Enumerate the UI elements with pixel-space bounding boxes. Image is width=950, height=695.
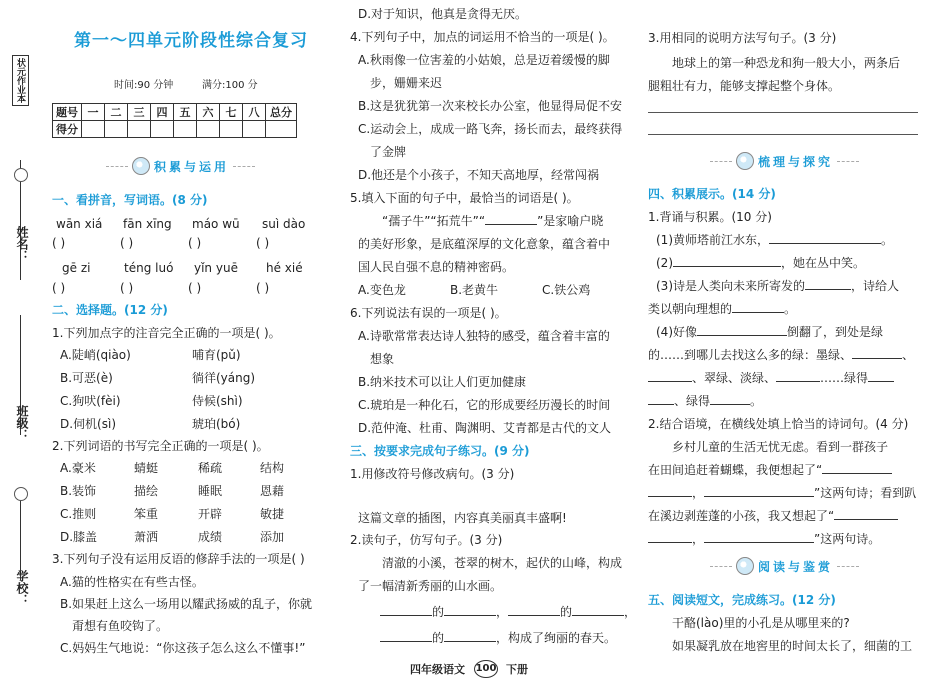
option: B.如果赶上这么一场用以耀武扬威的乱子，你就 bbox=[60, 597, 313, 611]
name-label: 姓名： bbox=[15, 226, 29, 262]
question-text: 2.下列词语的书写完全正确的一项是( )。 bbox=[52, 439, 269, 453]
fill-line: (1)黄师塔前江水东， 。 bbox=[656, 233, 894, 247]
fill-blank[interactable] bbox=[508, 604, 560, 616]
passage-text: (2) bbox=[656, 256, 673, 270]
school-line bbox=[20, 490, 21, 580]
sun-icon bbox=[736, 152, 754, 170]
badge-label: 阅读与鉴赏 bbox=[758, 559, 834, 574]
option: 睡眠 bbox=[198, 484, 223, 498]
option: 稀疏 bbox=[198, 461, 223, 475]
option: C.推则 bbox=[60, 507, 97, 521]
passage-text: 类以朝向理想的 bbox=[648, 302, 733, 316]
passage-text: 、绿得 bbox=[674, 394, 711, 408]
binding-strip bbox=[0, 0, 36, 695]
option: B.这是犹犹第一次来校长办公室，他显得局促不安 bbox=[358, 99, 623, 113]
passage-text: (3)诗是人类向未来所寄发的 bbox=[656, 279, 805, 293]
question-text: 4.下列句子中，加点的词运用不恰当的一项是( )。 bbox=[350, 30, 615, 44]
pinyin: fān xīng bbox=[123, 217, 172, 231]
answer-box[interactable]: ( ) bbox=[188, 281, 202, 295]
question-text: 3.用相同的说明方法写句子。(3 分) bbox=[648, 31, 837, 45]
passage-text: (4)好像 bbox=[656, 325, 697, 339]
passage-text: 乡村儿童的生活无忧无虑。看到一群孩子 bbox=[672, 440, 889, 454]
fill-line: 的 ， 的 ， bbox=[380, 604, 636, 620]
score-table-header-row bbox=[53, 104, 297, 121]
passage-text: ，她在丛中笑。 bbox=[781, 256, 866, 270]
option: A.变色龙 bbox=[358, 283, 406, 297]
option: 想象 bbox=[370, 352, 395, 366]
question-text: 1.下列加点字的注音完全正确的一项是( )。 bbox=[52, 326, 281, 340]
option: 开辟 bbox=[198, 507, 223, 521]
fill-line bbox=[656, 278, 899, 294]
fill-blank[interactable] bbox=[444, 604, 496, 616]
fill-line bbox=[656, 324, 883, 340]
badge-label: 梳理与探究 bbox=[758, 154, 834, 169]
passage-text: 的 bbox=[432, 605, 445, 619]
fill-blank[interactable] bbox=[572, 604, 624, 616]
passage-text: 如果凝乳放在地窖里的时间太长了，细菌的工 bbox=[672, 639, 913, 653]
answer-line[interactable] bbox=[648, 112, 918, 113]
question-text: 2.结合语境，在横线处填上恰当的诗词句。(4 分) bbox=[648, 417, 909, 431]
option: 了金牌 bbox=[370, 145, 407, 159]
fill-line: 、绿得 。 bbox=[648, 393, 762, 409]
pinyin: téng luó bbox=[124, 261, 174, 275]
fill-line: ， ”这两句诗。 bbox=[648, 531, 880, 547]
passage-text: ……绿得 bbox=[820, 371, 869, 385]
option: B.可恶(è) bbox=[60, 371, 113, 385]
score-cell: 五 bbox=[174, 104, 197, 121]
score-cell: 七 bbox=[220, 104, 243, 121]
fill-blank[interactable] bbox=[648, 370, 692, 382]
badge-accumulate bbox=[132, 157, 229, 175]
section-5-heading: 五、阅读短文，完成练习。(12 分) bbox=[648, 593, 836, 607]
option: 恩藉 bbox=[260, 484, 285, 498]
fill-blank[interactable] bbox=[704, 485, 814, 497]
binding-hole-icon bbox=[14, 487, 28, 501]
passage-text: 的 bbox=[432, 631, 445, 645]
footer-volume: 下册 bbox=[506, 663, 528, 676]
badge-label: 积累与运用 bbox=[154, 159, 230, 174]
badge-read bbox=[736, 557, 833, 575]
question-text: 6.下列说法有误的一项是( )。 bbox=[350, 306, 507, 320]
option: A.豪米 bbox=[60, 461, 96, 475]
fill-blank[interactable] bbox=[697, 324, 787, 336]
sun-icon bbox=[132, 157, 150, 175]
column-2 bbox=[350, 0, 637, 695]
option: B.纳米技术可以让人们更加健康 bbox=[358, 375, 527, 389]
passage-text: (1)黄师塔前江水东， bbox=[656, 233, 769, 247]
score-cell: 一 bbox=[82, 104, 105, 121]
score-input[interactable] bbox=[243, 121, 266, 138]
option: 甭想有鱼咬钩了。 bbox=[72, 619, 169, 633]
passage-text: 国人民自强不息的精神密码。 bbox=[358, 260, 515, 274]
class-label: 班级： bbox=[15, 405, 29, 441]
answer-box[interactable]: ( ) bbox=[120, 236, 134, 250]
score-cell: 六 bbox=[197, 104, 220, 121]
fill-line bbox=[648, 462, 892, 478]
option: 侍候(shì) bbox=[192, 394, 243, 408]
option: C.琥珀是一种化石，它的形成要经历漫长的时间 bbox=[358, 398, 611, 412]
school-label: 学校： bbox=[15, 570, 29, 606]
score-input[interactable] bbox=[105, 121, 128, 138]
passage-text: 了一幅清新秀丽的山水画。 bbox=[358, 579, 503, 593]
answer-box[interactable]: ( ) bbox=[188, 236, 202, 250]
answer-box[interactable]: ( ) bbox=[52, 281, 66, 295]
score-table bbox=[52, 103, 297, 138]
pinyin: máo wū bbox=[192, 217, 240, 231]
fill-blank[interactable] bbox=[648, 393, 674, 405]
passage-text: 的 bbox=[560, 605, 573, 619]
score-input[interactable] bbox=[266, 121, 297, 138]
score-cell: 四 bbox=[151, 104, 174, 121]
fill-blank[interactable] bbox=[822, 462, 892, 474]
option: D.对于知识，他真是贪得无厌。 bbox=[358, 7, 528, 21]
fill-blank[interactable] bbox=[485, 213, 537, 225]
column-1 bbox=[52, 0, 342, 695]
fill-line: 类以朝向理想的 。 bbox=[648, 302, 797, 316]
option: A.诗歌常常表达诗人独特的感受，蕴含着丰富的 bbox=[358, 329, 610, 343]
fill-line bbox=[380, 630, 616, 646]
passage-text: 清澈的小溪，苍翠的树木，起伏的山峰，构成 bbox=[382, 556, 623, 570]
badge-sort bbox=[736, 152, 833, 170]
score-input[interactable] bbox=[197, 121, 220, 138]
score-cell: 得分 bbox=[53, 121, 82, 138]
score-cell: 总分 bbox=[266, 104, 297, 121]
fill-blank[interactable] bbox=[732, 301, 784, 313]
score-table-score-row bbox=[53, 121, 297, 138]
answer-box[interactable]: ( ) bbox=[256, 281, 270, 295]
footer-grade: 四年级语文 bbox=[410, 663, 465, 676]
exam-full-score: 满分:100 分 bbox=[202, 80, 258, 91]
passage-text: 这篇文章的插图，内容真美丽真丰盛啊! bbox=[358, 511, 567, 525]
pinyin: hé xié bbox=[266, 261, 303, 275]
fill-blank[interactable] bbox=[852, 347, 902, 359]
fill-blank[interactable] bbox=[704, 531, 814, 543]
passage-text: 的……到哪儿去找这么多的绿：墨绿、 bbox=[648, 348, 853, 362]
column-3 bbox=[648, 0, 923, 695]
passage-text: 倒翻了，到处是绿 bbox=[787, 325, 884, 339]
passage-line bbox=[382, 213, 603, 229]
fill-blank[interactable] bbox=[769, 232, 881, 244]
question-text: 5.填入下面的句子中，最恰当的词语是( )。 bbox=[350, 191, 579, 205]
pinyin: suì dào bbox=[262, 217, 306, 231]
score-input[interactable] bbox=[220, 121, 243, 138]
passage-text: 干酪(lào)里的小孔是从哪里来的? bbox=[672, 616, 850, 630]
fill-blank[interactable] bbox=[648, 531, 692, 543]
option: D.伺机(sì) bbox=[60, 417, 117, 431]
passage-text: 腿粗壮有力，能够支撑起整个身体。 bbox=[648, 79, 841, 93]
option: B.装饰 bbox=[60, 484, 97, 498]
option: 琥珀(bó) bbox=[192, 417, 241, 431]
fill-line bbox=[648, 508, 898, 524]
answer-box[interactable]: ( ) bbox=[256, 236, 270, 250]
option: 结构 bbox=[260, 461, 285, 475]
fill-line bbox=[656, 255, 865, 271]
passage-text: ，构成了绚丽的春天。 bbox=[496, 631, 617, 645]
fill-blank[interactable] bbox=[776, 370, 820, 382]
pinyin: yǐn yuē bbox=[194, 261, 238, 275]
pinyin: gē zi bbox=[62, 261, 91, 275]
score-cell: 二 bbox=[105, 104, 128, 121]
answer-box[interactable]: ( ) bbox=[52, 236, 66, 250]
passage-text: 、翠绿、淡绿、 bbox=[692, 371, 777, 385]
option: 笨重 bbox=[134, 507, 159, 521]
answer-box[interactable]: ( ) bbox=[120, 281, 134, 295]
score-cell: 八 bbox=[243, 104, 266, 121]
passage-text: ”是家喻户晓 bbox=[537, 214, 604, 228]
option: 敏捷 bbox=[260, 507, 285, 521]
passage-text: 在田间追赶着蝴蝶，我便想起了“ bbox=[648, 463, 823, 477]
fill-line: ， ”这两句诗；看到趴 bbox=[648, 485, 916, 501]
fill-line bbox=[648, 370, 894, 386]
fill-blank[interactable] bbox=[380, 630, 432, 642]
fill-blank[interactable] bbox=[868, 370, 894, 382]
option: A.猫的性格实在有些古怪。 bbox=[60, 575, 204, 589]
passage-text: “孺子牛”“拓荒牛”“ bbox=[382, 214, 486, 228]
option: 蜻蜓 bbox=[134, 461, 159, 475]
question-text: 1.背诵与积累。(10 分) bbox=[648, 210, 772, 224]
passage-text: 的美好形象，是底蕴深厚的文化意象，蕴含着中 bbox=[358, 237, 611, 251]
fill-blank[interactable] bbox=[673, 255, 781, 267]
option: 哺育(pǔ) bbox=[192, 348, 241, 362]
fill-blank[interactable] bbox=[380, 604, 432, 616]
option: 步，姗姗来迟 bbox=[370, 76, 443, 90]
score-input[interactable] bbox=[128, 121, 151, 138]
passage-text: 在溪边剥莲蓬的小孩，我又想起了“ bbox=[648, 509, 835, 523]
fill-line: 的……到哪儿去找这么多的绿：墨绿、 、 bbox=[648, 348, 915, 362]
fill-blank[interactable] bbox=[710, 393, 750, 405]
option: C.狗吠(fèi) bbox=[60, 394, 121, 408]
option: D.范仲淹、杜甫、陶渊明、艾青都是古代的文人 bbox=[358, 421, 612, 435]
option: A.陡峭(qiào) bbox=[60, 348, 131, 362]
question-text: 3.下列句子没有运用反语的修辞手法的一项是( ) bbox=[52, 552, 305, 566]
option: C.铁公鸡 bbox=[542, 283, 591, 297]
option: 成绩 bbox=[198, 530, 223, 544]
page-title: 第一～四单元阶段性综合复习 bbox=[74, 31, 308, 51]
score-input[interactable] bbox=[82, 121, 105, 138]
fill-blank[interactable] bbox=[834, 508, 898, 520]
pinyin: wān xiá bbox=[56, 217, 103, 231]
passage-text: ”这两句诗；看到趴 bbox=[814, 486, 917, 500]
passage-text: ”这两句诗。 bbox=[814, 532, 881, 546]
option: C.妈妈生气地说：“你这孩子怎么这么不懂事!” bbox=[60, 641, 306, 655]
answer-line[interactable] bbox=[648, 134, 918, 135]
fill-blank[interactable] bbox=[444, 630, 496, 642]
sun-icon bbox=[736, 557, 754, 575]
section-1-heading: 一、看拼音，写词语。(8 分) bbox=[52, 193, 208, 207]
score-cell: 题号 bbox=[53, 104, 82, 121]
option: 添加 bbox=[260, 530, 285, 544]
score-input[interactable] bbox=[151, 121, 174, 138]
score-input[interactable] bbox=[174, 121, 197, 138]
question-text: 1.用修改符号修改病句。(3 分) bbox=[350, 467, 515, 481]
option: 描绘 bbox=[134, 484, 159, 498]
exam-time: 时间:90 分钟 bbox=[114, 80, 174, 91]
score-cell: 三 bbox=[128, 104, 151, 121]
option: C.运动会上，成成一路飞奔，扬长而去，最终获得 bbox=[358, 122, 623, 136]
option: A.秋雨像一位害羞的小姑娘，总是迈着缓慢的脚 bbox=[358, 53, 610, 67]
binding-hole-icon bbox=[14, 168, 28, 182]
passage-text: 地球上的第一种恐龙和狗一般大小，两条后 bbox=[672, 56, 901, 70]
section-2-heading: 二、选择题。(12 分) bbox=[52, 303, 168, 317]
option: D.他还是个小孩子，不知天高地厚，经常闯祸 bbox=[358, 168, 600, 182]
page-number: 100 bbox=[474, 660, 498, 678]
fill-blank[interactable] bbox=[805, 278, 851, 290]
passage-text: ，诗给人 bbox=[851, 279, 900, 293]
question-text: 2.读句子，仿写句子。(3 分) bbox=[350, 533, 503, 547]
section-3-heading: 三、按要求完成句子练习。(9 分) bbox=[350, 444, 530, 458]
fill-blank[interactable] bbox=[648, 485, 692, 497]
option: 萧洒 bbox=[134, 530, 159, 544]
section-4-heading: 四、积累展示。(14 分) bbox=[648, 187, 776, 201]
option: 徜徉(yáng) bbox=[192, 371, 256, 385]
brand-label: 状元作业本 bbox=[12, 55, 29, 106]
option: D.膝盖 bbox=[60, 530, 98, 544]
option: B.老黄牛 bbox=[450, 283, 499, 297]
